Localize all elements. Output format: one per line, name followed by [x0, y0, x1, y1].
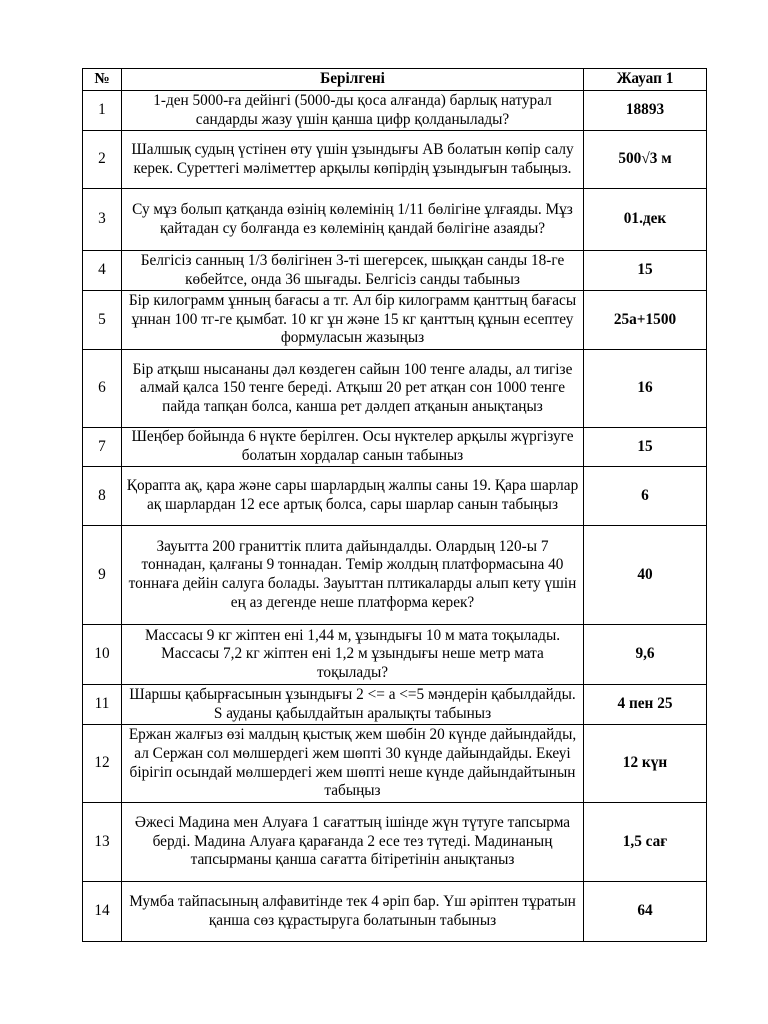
row-answer: 18893 — [584, 91, 707, 131]
row-answer: 12 күн — [584, 725, 707, 803]
row-number: 4 — [83, 251, 122, 291]
row-question: Шеңбер бойында 6 нүкте берілген. Осы нүктелер арқылы жүргізуге болатын хордалар санын табыныз — [122, 428, 584, 467]
table-row — [83, 131, 707, 189]
table-row — [83, 725, 707, 803]
row-number: 6 — [83, 350, 122, 428]
row-number: 2 — [83, 131, 122, 189]
row-answer: 40 — [584, 526, 707, 625]
row-number: 7 — [83, 428, 122, 467]
header-question: Берілгені — [122, 69, 584, 91]
questions-table — [82, 68, 707, 942]
table-row — [83, 189, 707, 251]
row-number: 11 — [83, 685, 122, 725]
row-question: Массасы 9 кг жіптен ені 1,44 м, ұзындығы 10 м мата тоқылады. Массасы 7,2 кг жіптен ені 1,2 м ұзындығы неше метр мата тоқылады? — [122, 625, 584, 685]
row-answer: 25а+1500 — [584, 291, 707, 350]
row-answer: 16 — [584, 350, 707, 428]
table-row — [83, 467, 707, 526]
table-row — [83, 685, 707, 725]
row-question: Шалшық судың үстінен өту үшін ұзындығы АВ болатын көпір салу керек. Суреттегі мәліметтер арқылы көпірдің ұзындығын табыңыз. — [122, 131, 584, 189]
row-answer: 15 — [584, 251, 707, 291]
table-row — [83, 91, 707, 131]
table-row — [83, 251, 707, 291]
row-answer: 1,5 сағ — [584, 803, 707, 882]
row-question: Мумба тайпасының алфавитінде тек 4 әріп бар. Үш әріптен тұратын қанша сөз құрастыруга болатынын табыныз — [122, 882, 584, 942]
row-number: 9 — [83, 526, 122, 625]
row-number: 12 — [83, 725, 122, 803]
table-header-row — [83, 69, 707, 91]
row-question: Бір килограмм ұнның бағасы а тг. Ал бір килограмм қанттың бағасы ұннан 100 тг-ге қымбат. 10 кг ұн және 15 кг қанттың құнын есептеу формуласын жазыңыз — [122, 291, 584, 350]
row-answer: 64 — [584, 882, 707, 942]
table-row — [83, 882, 707, 942]
header-number: № — [83, 69, 122, 91]
row-answer: 4 пен 25 — [584, 685, 707, 725]
row-question: Бір атқыш нысананы дәл көздеген сайын 100 тенге алады, ал тигізе алмай қалса 150 тенге береді. Атқыш 20 рет атқан сон 1000 тенге пайда тапқан болса, канша рет дәлдеп атқанын анықтаңыз — [122, 350, 584, 428]
table-row — [83, 803, 707, 882]
table-row — [83, 428, 707, 467]
row-question: Қорапта ақ, қара және сары шарлардың жалпы саны 19. Қара шарлар ақ шарлардан 12 есе артық болса, сары шарлар санын табыңыз — [122, 467, 584, 526]
row-answer: 500√3 м — [584, 131, 707, 189]
row-question: 1-ден 5000-ға дейінгі (5000-ды қоса алғанда) барлық натурал сандарды жазу үшін қанша цифр қолданылады? — [122, 91, 584, 131]
row-question: Әжесі Мадина мен Алуаға 1 сағаттың ішінде жүн түтуге тапсырма берді. Мадина Алуаға қарағанда 2 есе тез түтеді. Мадинаның тапсырманы қанша сағатта бітіретінін анықтаныз — [122, 803, 584, 882]
table-row — [83, 291, 707, 350]
row-question: Су мұз болып қатқанда өзінің көлемінің 1/11 бөлігіне ұлғаяды. Мұз қайтадан су болғанда ез көлемінің қандай бөлігіне азаяды? — [122, 189, 584, 251]
table-row — [83, 526, 707, 625]
row-number: 3 — [83, 189, 122, 251]
row-answer: 01.дек — [584, 189, 707, 251]
table-row — [83, 625, 707, 685]
row-question: Белгісіз санның 1/3 бөлігінен 3-ті шегерсек, шыққан санды 18-ге көбейтсе, онда 36 шығады. Белгісіз санды табыныз — [122, 251, 584, 291]
header-answer: Жауап 1 — [584, 69, 707, 91]
table-row — [83, 350, 707, 428]
row-number: 1 — [83, 91, 122, 131]
row-answer: 15 — [584, 428, 707, 467]
row-number: 13 — [83, 803, 122, 882]
row-answer: 9,6 — [584, 625, 707, 685]
row-number: 14 — [83, 882, 122, 942]
row-question: Шаршы қабырғасынын ұзындығы 2 <= а <=5 мәндерін қабылдайды. S ауданы қабылдайтын аралықты табыныз — [122, 685, 584, 725]
row-number: 8 — [83, 467, 122, 526]
row-question: Ержан жалғыз өзі малдың қыстық жем шөбін 20 күнде дайындайды, ал Сержан сол мөлшердегі жем шөпті 30 күнде дайындайды. Екеуі бірігіп осындай мөлшердегі жем шөпті неше күнде дайындайтынын табыңыз — [122, 725, 584, 803]
row-answer: 6 — [584, 467, 707, 526]
row-number: 5 — [83, 291, 122, 350]
row-number: 10 — [83, 625, 122, 685]
row-question: Зауытта 200 граниттік плита дайындалды. Олардың 120-ы 7 тоннадан, қалғаны 9 тоннадан. Темір жолдың платформасына 40 тоннаға дейін салуга болады. Зауыттан плтикаларды алып кету үшін ең аз дегенде неше платформа керек? — [122, 526, 584, 625]
